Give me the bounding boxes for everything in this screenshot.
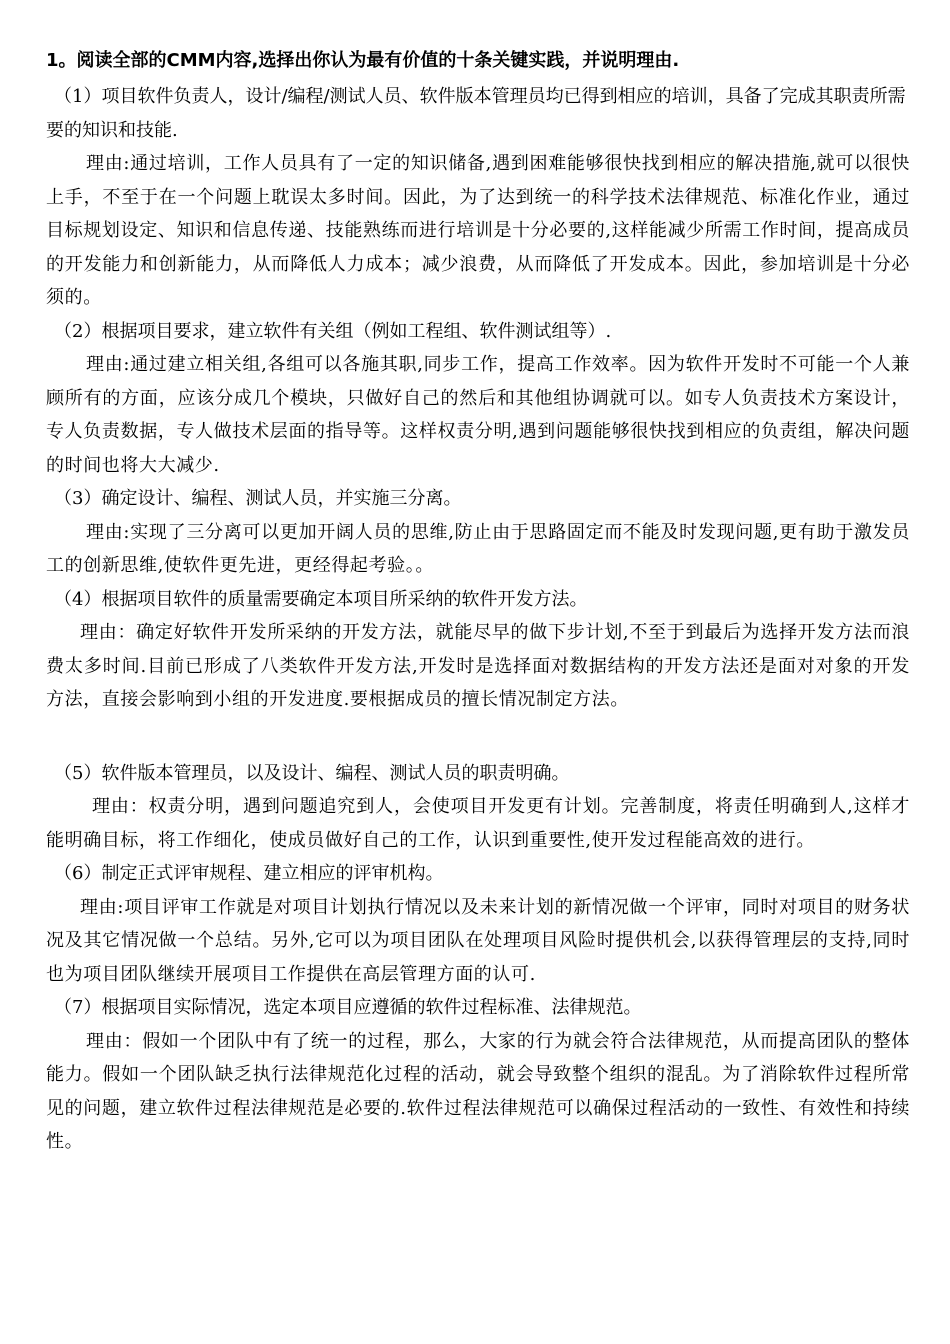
practice-heading-2: （2）根据项目要求，建立软件有关组（例如工程组、软件测试组等）. <box>54 320 612 342</box>
paragraph-spacer <box>46 717 910 757</box>
practice-heading-6: （6）制定正式评审规程、建立相应的评审机构。 <box>54 863 444 884</box>
document-title: 1。阅读全部的CMM内容,选择出你认为最有价值的十条关键实践，并说明理由. <box>46 50 680 71</box>
practice-reason-3: 理由:实现了三分离可以更加开阔人员的思维,防止由于思路固定而不能及时发现问题,更有助于激发员工的创新思维,使软件更先进，更经得起考验。。 <box>46 521 910 576</box>
practice-reason-1: 理由:通过培训，工作人员具有了一定的知识储备,遇到困难能够很快找到相应的解决措施,就可以很快上手，不至于在一个问题上耽误太多时间。因此，为了达到统一的科学技术法律规范、标准化作业，通过目标规划设定、知识和信息传递、技能熟练而进行培训是十分必要的,这样能减少所需工作时间，提高成员的开发能力和创新能力，从而降低人力成本；减少浪费，从而降低了开发成本。因此，参加培训是十分必须的。 <box>46 153 910 308</box>
practice-reason-6: 理由:项目评审工作就是对项目计划执行情况以及未来计划的新情况做一个评审，同时对项目的财务状况及其它情况做一个总结。另外,它可以为项目团队在处理项目风险时提供机会,以获得管理层的支持,同时也为项目团队继续开展项目工作提供在高层管理方面的认可. <box>46 896 910 985</box>
document-page <box>46 46 910 1159</box>
practice-heading-3: （3）确定设计、编程、测试人员，并实施三分离。 <box>54 488 462 509</box>
practice-heading-5: （5）软件版本管理员，以及设计、编程、测试人员的职责明确。 <box>54 762 570 784</box>
practice-heading-1: （1）项目软件负责人，设计/编程/测试人员、软件版本管理员均已得到相应的培训，具备了完成其职责所需要的知识和技能. <box>46 86 906 141</box>
practice-reason-7: 理由：假如一个团队中有了统一的过程，那么，大家的行为就会符合法律规范，从而提高团队的整体能力。假如一个团队缺乏执行法律规范化过程的活动，就会导致整个组织的混乱。为了消除软件过程所常见的问题，建立软件过程法律规范是必要的.软件过程法律规范可以确保过程活动的一致性、有效性和持续性。 <box>46 1030 910 1152</box>
practice-heading-4: （4）根据项目软件的质量需要确定本项目所采纳的软件开发方法。 <box>54 588 588 610</box>
practice-reason-4: 理由：确定好软件开发所采纳的开发方法，就能尽早的做下步计划,不至于到最后为选择开发方法而浪费太多时间.目前已形成了八类软件开发方法,开发时是选择面对数据结构的开发方法还是面对对象的开发方法，直接会影响到小组的开发进度.要根据成员的擅长情况制定方法。 <box>46 622 910 710</box>
practice-reason-2: 理由:通过建立相关组,各组可以各施其职,同步工作，提高工作效率。因为软件开发时不可能一个人兼顾所有的方面，应该分成几个模块，只做好自己的然后和其他组协调就可以。如专人负责技术方案设计，专人负责数据，专人做技术层面的指导等。这样权责分明,遇到问题能够很快找到相应的负责组，解决问题的时间也将大大减少. <box>46 354 910 476</box>
practice-heading-7: （7）根据项目实际情况，选定本项目应遵循的软件过程标准、法律规范。 <box>54 997 642 1018</box>
practice-reason-5: 理由：权责分明，遇到问题追究到人，会使项目开发更有计划。完善制度，将责任明确到人,这样才能明确目标，将工作细化，使成员做好自己的工作，认识到重要性,使开发过程能高效的进行。 <box>46 796 910 851</box>
